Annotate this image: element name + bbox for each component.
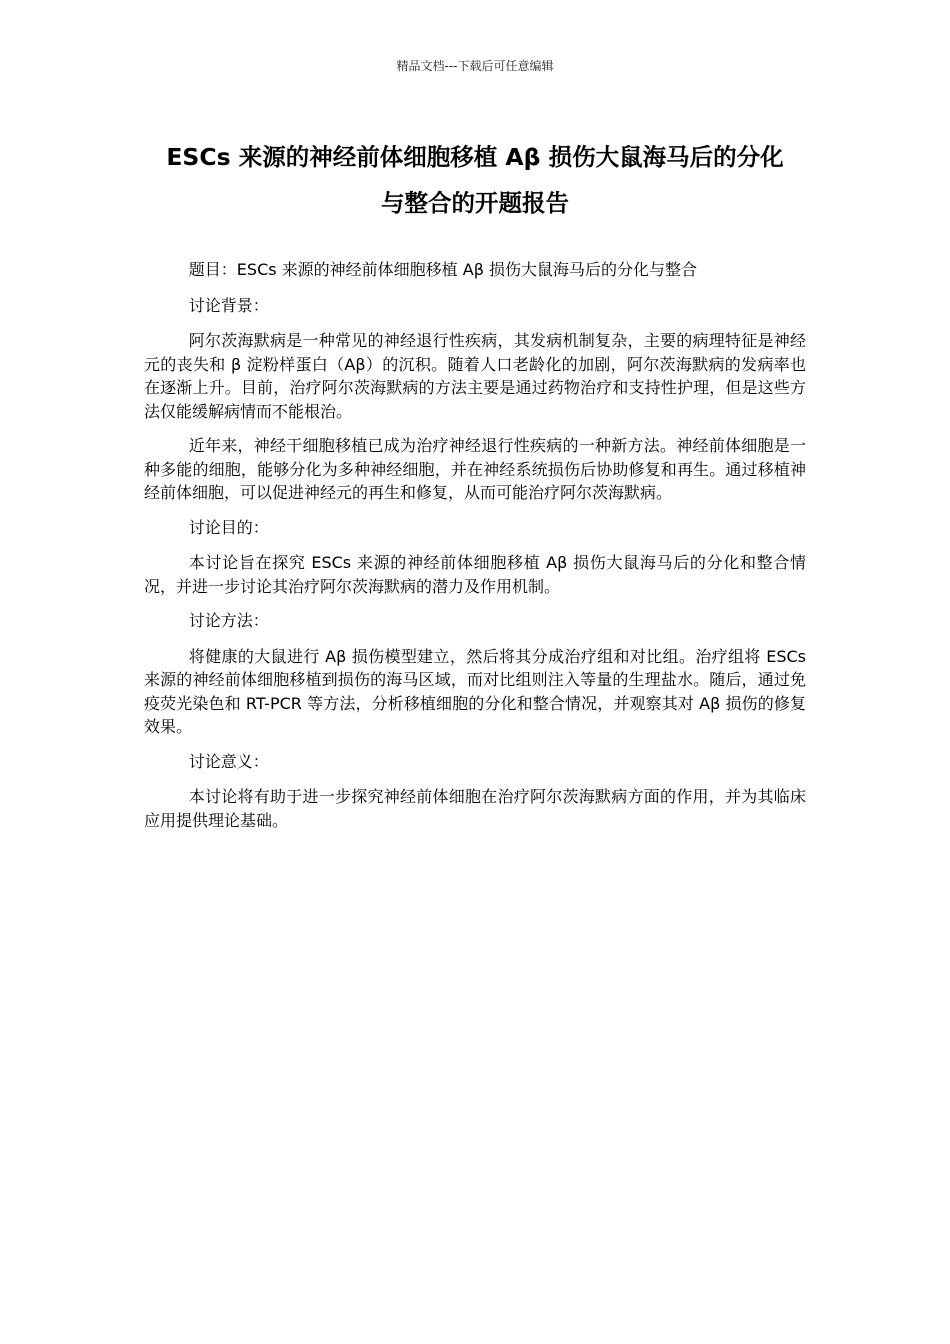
title-line-2: 与整合的开题报告: [381, 189, 569, 217]
background-heading: 讨论背景：: [188, 295, 269, 315]
method-heading: 讨论方法：: [188, 611, 269, 630]
document-title: [140, 134, 810, 226]
background-paragraph-1: 阿尔茨海默病是一种常见的神经退行性疾病，其发病机制复杂，主要的病理特征是神经元的丧失和 β 淀粉样蛋白（Aβ）的沉积。随着人口老龄化的加剧，阿尔茨海默病的发病率也在逐渐上升。目前，治疗阿尔茨海默病的方法主要是通过药物治疗和支持性护理，但是这些方法仅能缓解病情而不能根治。: [144, 331, 806, 421]
method-paragraph: 将健康的大鼠进行 Aβ 损伤模型建立，然后将其分成治疗组和对比组。治疗组将 ESCs 来源的神经前体细胞移植到损伤的海马区域，而对比组则注入等量的生理盐水。随后，通过免疫荧光染色和 RT-PCR 等方法，分析移植细胞的分化和整合情况，并观察其对 Aβ 损伤的修复效果。: [144, 646, 806, 736]
significance-paragraph: 本讨论将有助于进一步探究神经前体细胞在治疗阿尔茨海默病方面的作用，并为其临床应用提供理论基础。: [144, 787, 806, 830]
title-line-1: ESCs 来源的神经前体细胞移植 Aβ 损伤大鼠海马后的分化: [166, 143, 784, 171]
background-paragraph-2: 近年来，神经干细胞移植已成为治疗神经退行性疾病的一种新方法。神经前体细胞是一种多能的细胞，能够分化为多种神经细胞，并在神经系统损伤后协助修复和再生。通过移植神经前体细胞，可以促进神经元的再生和修复，从而可能治疗阿尔茨海默病。: [144, 436, 806, 502]
document-body: [144, 258, 806, 843]
significance-heading: 讨论意义：: [188, 751, 269, 771]
purpose-heading: 讨论目的：: [188, 517, 269, 537]
page-header: 精品文档---下载后可任意编辑: [396, 59, 554, 73]
topic-line: 题目：ESCs 来源的神经前体细胞移植 Aβ 损伤大鼠海马后的分化与整合: [188, 260, 697, 279]
purpose-paragraph: 本讨论旨在探究 ESCs 来源的神经前体细胞移植 Aβ 损伤大鼠海马后的分化和整合情况，并进一步讨论其治疗阿尔茨海默病的潜力及作用机制。: [144, 553, 806, 596]
